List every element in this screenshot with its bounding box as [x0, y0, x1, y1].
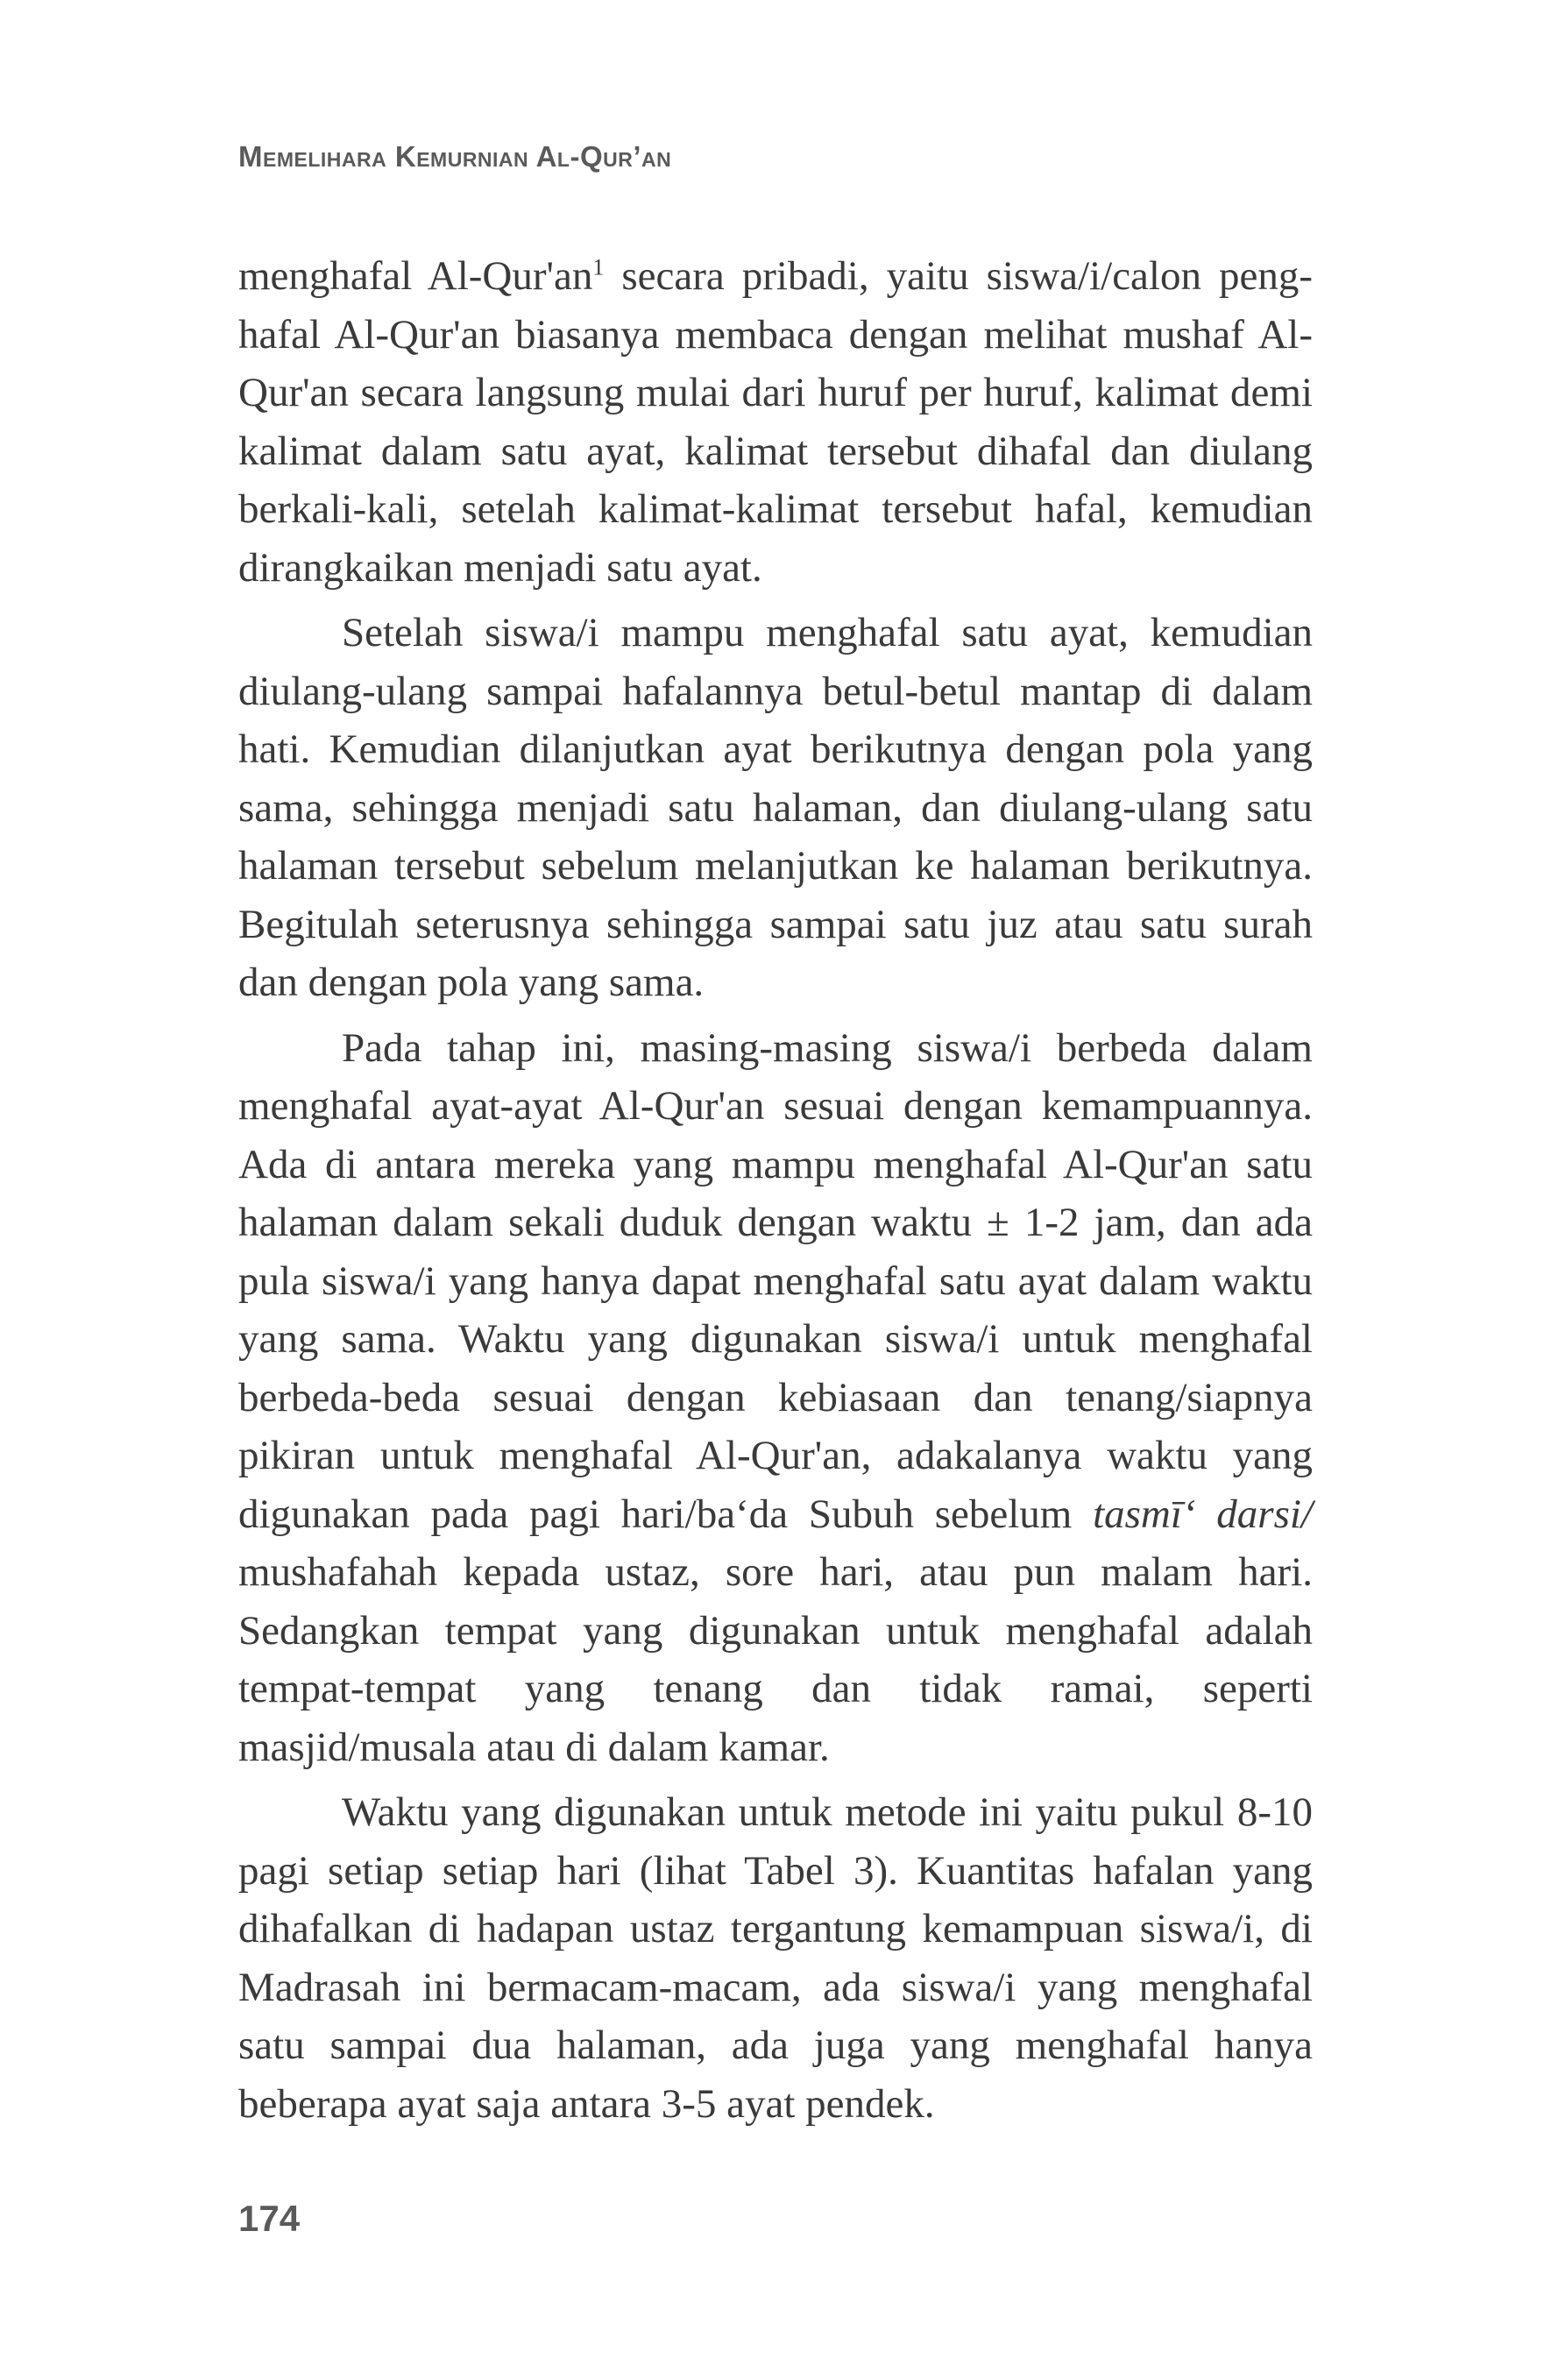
page-number: 174	[238, 2198, 301, 2239]
running-head-title: Memelihara Kemurnian Al-Qur’an	[238, 140, 672, 173]
footnote-reference: 1	[592, 254, 605, 280]
paragraph-3-start: Pada tahap ini, masing-masing siswa/i berbeda dalam menghafal ayat-ayat Al-Qur'an sesuai dengan kemampuannya. Ada di antara mereka yang mampu menghafal Al-Qur'an satu halaman dalam sekali duduk dengan waktu ± 1-2 jam, dan ada pula siswa/i yang hanya dapat menghafal satu ayat dalam waktu yang sama. Waktu yang digunakan siswa/i untuk menghafal berbeda-beda sesuai dengan kebiasaan dan tenang/siapnya pikiran untuk menghafal Al-Qur'an, adakalanya waktu yang digunakan pada pagi hari/ba‘da Subuh sebelum	[238, 1024, 1313, 1537]
paragraph-1	[238, 247, 1313, 597]
paragraph-3-rest: mushafahah kepada ustaz, sore hari, atau pun malam hari. Sedangkan tempat yang digunakan untuk menghafal adalah tempat-tempat yang tenang dan tidak ramai, seperti masjid/musala atau di dalam kamar.	[238, 1549, 1313, 1770]
paragraph-4: Waktu yang digunakan untuk metode ini yaitu pukul 8-10 pagi setiap setiap hari (lihat Tabel 3). Kuantitas hafalan yang dihafalkan di hadapan ustaz tergantung kemampuan siswa/i, di Madrasah ini bermacam-macam, ada siswa/i yang menghafal satu sampai dua halaman, ada juga yang menghafal hanya beberapa ayat saja antara 3-5 ayat pendek.	[238, 1789, 1313, 2127]
paragraph-2: Setelah siswa/i mampu menghafal satu ayat, kemudian diulang-ulang sampai hafalannya betul-betul mantap di dalam hati. Kemudian dilanjutkan ayat berikutnya dengan pola yang sama, sehingga menjadi satu halaman, dan diulang-ulang satu halaman tersebut sebelum melanjutkan ke halaman berikutnya. Begitulah seterusnya sehingga sampai satu juz atau satu surah dan dengan pola yang sama.	[238, 610, 1313, 1005]
paragraph-3	[238, 1019, 1313, 1777]
body-text	[238, 247, 1313, 2133]
italic-term: tasmī‘ darsi/	[1093, 1491, 1313, 1537]
paragraph-1-rest: secara pribadi, yaitu siswa/i/calon penghafal Al-Qur'an biasanya membaca dengan melihat mushaf Al-Qur'an secara langsung mulai dari huruf per huruf, kalimat demi kalimat dalam satu ayat, kalimat tersebut dihafal dan diulang berkali-kali, setelah kalimat-kalimat tersebut hafal, kemudian dirangkaikan menjadi satu ayat.	[238, 253, 1313, 591]
paragraph-1-start: menghafal Al-Qur'an	[238, 253, 593, 299]
